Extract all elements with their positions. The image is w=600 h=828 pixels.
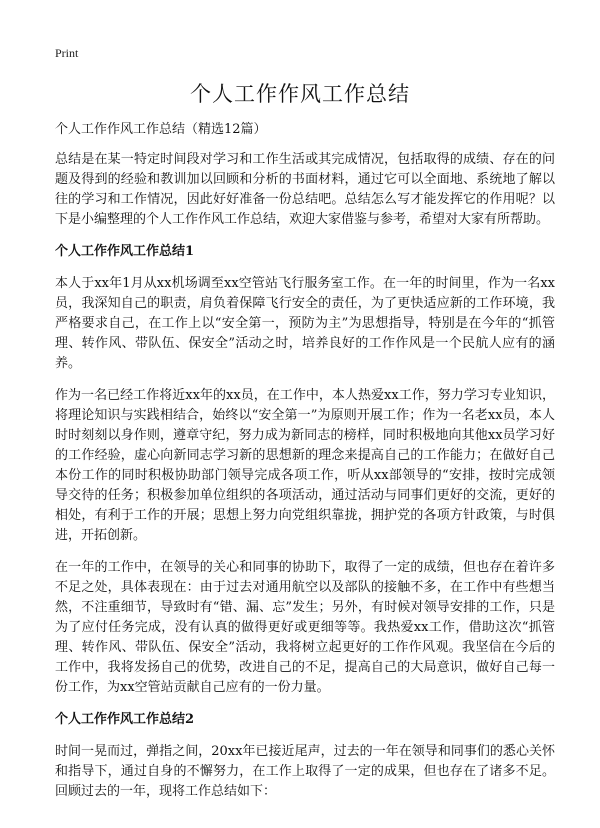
section-1-paragraph-3: 在一年的工作中，在领导的关心和同事的协助下，取得了一定的成绩，但也存在着许多不足之处，具体表现在：由于过去对通用航空以及部队的接触不多，在工作中有些想当然，不注重细节，导致时有“错、漏、忘”发生；另外，有时候对领导安排的工作，只是为了应付任务完成，没有认真的做得更好或更细等等。我热爱xx工作，借助这次“抓管理、转作风、带队伍、保安全”活动，我将树立起更好的工作作风观。我坚信在今后的工作中，我将发扬自己的优势，改进自己的不足，提高自己的大局意识，做好自己每一份工作，为xx空管站贡献自己应有的一份力量。 bbox=[55, 560, 555, 695]
section-1-paragraph-1: 本人于xx年1月从xx机场调至xx空管站飞行服务室工作。在一年的时间里，作为一名xx员，我深知自己的职责，肩负着保障飞行安全的责任，为了更快适应新的工作环境，我严格要求自己，在工作上以“安全第一，预防为主”为思想指导，特别是在今年的“抓管理、转作风、带队伍、保安全”活动之时，培养良好的工作作风是一个民航人应有的涵养。 bbox=[55, 276, 555, 371]
section-1-paragraph-2: 作为一名已经工作将近xx年的xx员，在工作中，本人热爱xx工作，努力学习专业知识，将理论知识与实践相结合，始终以“安全第一”为原则开展工作；作为一名老xx员，本人时时刻刻以身作则，遵章守纪，努力成为新同志的榜样，同时积极地向其他xx员学习好的工作经验，虚心向新同志学习新的思想新的理念来提高自己的工作能力；在做好自己本份工作的同时积极协助部门领导完成各项工作，听从xx部领导的“安排，按时完成领导交待的任务；积极参加单位组织的各项活动，通过活动与同事们更好的交流，更好的相处，有利于工作的开展；思想上努力向党组织靠拢，拥护党的各项方针政策，与时俱进，开拓创新。 bbox=[55, 388, 555, 543]
page-title: 个人工作作风工作总结 bbox=[190, 82, 410, 106]
section-2-paragraph-1: 时间一晃而过，弹指之间，20xx年已接近尾声，过去的一年在领导和同事们的悉心关怀和指导下，通过自身的不懈努力，在工作上取得了一定的成果，但也存在了诸多不足。回顾过去的一年，现将工作总结如下： bbox=[55, 744, 555, 799]
section-heading-1: 个人工作作风工作总结1 bbox=[55, 244, 195, 259]
print-link[interactable]: Print bbox=[55, 46, 79, 60]
document-subtitle: 个人工作作风工作总结（精选12篇） bbox=[55, 122, 267, 137]
document-body bbox=[55, 120, 555, 814]
intro-paragraph: 总结是在某一特定时间段对学习和工作生活或其完成情况，包括取得的成绩、存在的问题及得到的经验和教训加以回顾和分析的书面材料，通过它可以全面地、系统地了解以往的学习和工作情况，因此好好准备一份总结吧。总结怎么写才能发挥它的作用呢？以下是小编整理的个人工作作风工作总结，欢迎大家借鉴与参考，希望对大家有所帮助。 bbox=[55, 152, 555, 227]
section-heading-2: 个人工作作风工作总结2 bbox=[55, 712, 195, 727]
